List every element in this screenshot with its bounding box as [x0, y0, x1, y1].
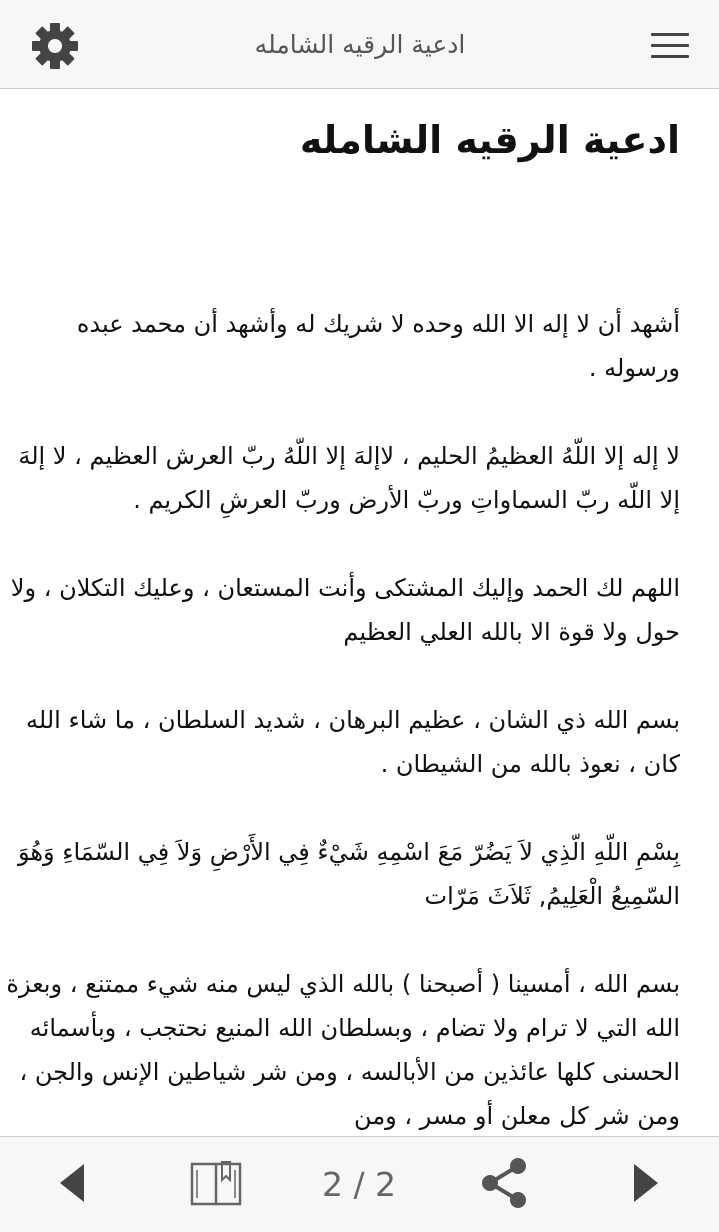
- article-content[interactable]: [0, 90, 719, 1135]
- menu-button[interactable]: [647, 25, 693, 65]
- share-button[interactable]: [474, 1153, 534, 1213]
- paragraph: بِسْمِ اللّهِ الّذِي لاَ يَضُرّ مَعَ اسْمِهِ شَيْءٌ فِي الأَرْضِ وَلاَ فِي السّمَاءِ وَهُوَ السّمِيعُ الْعَلِيمُ, ثَلاَثَ مَرّات: [17, 838, 680, 910]
- settings-button[interactable]: [28, 20, 82, 72]
- page-indicator: 2 / 2: [321, 1165, 397, 1204]
- next-page-button[interactable]: [624, 1153, 668, 1213]
- app-bar: [0, 0, 719, 89]
- app-bar-title: ادعية الرقيه الشامله: [254, 30, 466, 59]
- gear-icon: [30, 21, 80, 71]
- page-title: ادعية الرقيه الشامله: [299, 118, 680, 162]
- article-body: [6, 302, 680, 1135]
- share-icon: [478, 1157, 530, 1209]
- paragraph: بسم الله ذي الشان ، عظيم البرهان ، شديد السلطان ، ما شاء الله كان ، نعوذ بالله من الشيطان .: [26, 706, 680, 778]
- open-book-icon: [188, 1158, 244, 1208]
- bookmark-book-button[interactable]: [184, 1153, 248, 1213]
- paragraph: لا إله إلا اللّهُ العظيمُ الحليم ، لاإلهَ إلا اللّهُ ربّ العرش العظيم ، لا إلهَ إلا اللّه ربّ السماواتِ وربّ الأرض وربّ العرشِ الكريم .: [18, 442, 680, 514]
- paragraph: بسم الله ، أمسينا ( أصبحنا ) بالله الذي ليس منه شيء ممتنع ، وبعزة الله التي لا ترام ولا تضام ، وبسلطان الله المنيع نحتجب ، وبأسمائه الحسنى كلها عائذين من الأبالسه ، ومن شر شياطين الإنس والجن ، ومن شر كل معلن أو مسر ، ومن: [6, 970, 680, 1130]
- previous-page-button[interactable]: [50, 1153, 94, 1213]
- bottom-toolbar: [0, 1136, 719, 1232]
- triangle-right-icon: [632, 1162, 660, 1204]
- triangle-left-icon: [58, 1162, 86, 1204]
- paragraph: اللهم لك الحمد وإليك المشتكى وأنت المستعان ، وعليك التكلان ، ولا حول ولا قوة الا بالله العلي العظيم: [10, 574, 680, 646]
- paragraph: أشهد أن لا إله الا الله وحده لا شريك له وأشهد أن محمد عبده ورسوله .: [76, 310, 680, 382]
